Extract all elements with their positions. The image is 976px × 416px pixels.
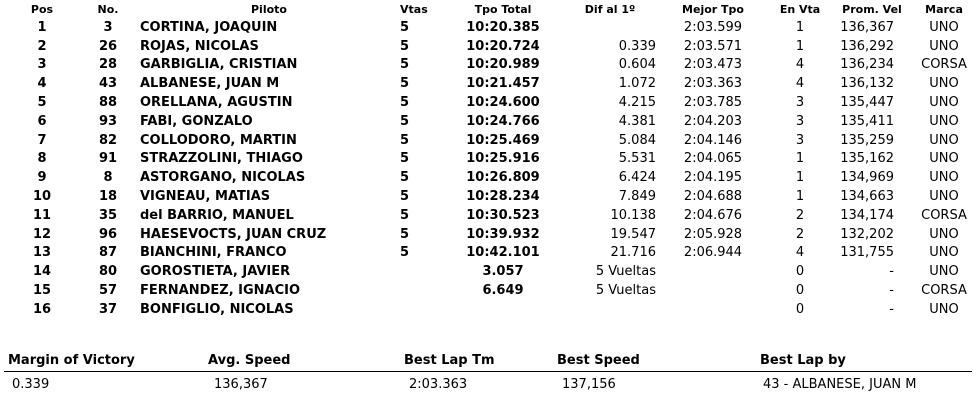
table-row: [0, 262, 976, 281]
cell-no: 82: [98, 132, 118, 148]
cell-tpo-total: 10:24.766: [466, 113, 540, 129]
cell-en-vta: 3: [795, 132, 805, 148]
cell-dif: 4.215: [618, 95, 656, 111]
cell-prom-vel: 135,411: [840, 113, 894, 129]
table-row: [0, 187, 976, 206]
table-row: [0, 225, 976, 244]
cell-tpo-total: [444, 300, 562, 319]
cell-marca: UNO: [929, 76, 959, 92]
cell-vtas: 5: [400, 76, 410, 92]
cell-prom-vel: -: [889, 301, 894, 317]
cell-marca: CORSA: [921, 283, 967, 299]
cell-vtas: 5: [400, 95, 410, 111]
cell-pos: 3: [37, 57, 47, 73]
cell-no: 96: [98, 226, 118, 242]
cell-tpo-total: 10:21.457: [466, 76, 540, 92]
cell-mejor-tpo: 2:04.065: [683, 151, 743, 167]
cell-mejor-tpo: 2:03.571: [683, 38, 743, 54]
cell-pos: 10: [32, 189, 52, 205]
cell-mejor-tpo: 2:04.195: [683, 170, 743, 186]
cell-en-vta: 1: [795, 38, 805, 54]
cell-pos: 6: [37, 113, 47, 129]
cell-pos: 14: [32, 264, 52, 280]
cell-mejor-tpo: 2:05.928: [683, 226, 743, 242]
table-row: [0, 93, 976, 112]
cell-en-vta: 1: [795, 151, 805, 167]
cell-vtas: 5: [400, 38, 410, 54]
table-row: [0, 150, 976, 169]
cell-vtas: 5: [400, 19, 410, 35]
cell-en-vta: 0: [795, 264, 805, 280]
cell-piloto: CORTINA, JOAQUIN: [140, 19, 278, 35]
cell-mejor-tpo: 2:03.785: [683, 95, 743, 111]
summary-section: [0, 351, 976, 395]
cell-vtas: 5: [400, 245, 410, 261]
cell-en-vta: 4: [795, 245, 805, 261]
cell-marca: UNO: [929, 245, 959, 261]
cell-marca: UNO: [929, 301, 959, 317]
table-row: [0, 74, 976, 93]
cell-mejor-tpo: 2:06.944: [683, 245, 743, 261]
cell-en-vta: 1: [795, 19, 805, 35]
col-pos: Pos: [30, 2, 54, 16]
cell-dif: 4.381: [618, 113, 656, 129]
cell-tpo-total: 10:26.809: [466, 170, 540, 186]
cell-mejor-tpo: 2:03.473: [683, 57, 743, 73]
cell-dif: 0.339: [618, 38, 656, 54]
cell-no: 43: [98, 76, 118, 92]
cell-dif: 1.072: [618, 76, 656, 92]
cell-prom-vel: 134,663: [840, 189, 894, 205]
cell-marca: CORSA: [921, 57, 967, 73]
table-row: [0, 206, 976, 225]
cell-dif: 19.547: [610, 226, 656, 242]
table-row: [0, 131, 976, 150]
col-marca: Marca: [925, 2, 963, 16]
cell-dif: 10.138: [610, 207, 656, 223]
cell-piloto: ORELLANA, AGUSTIN: [140, 95, 293, 111]
best-lap-by-label: Best Lap by: [760, 353, 846, 368]
best-lap-by-value: 43 - ALBANESE, JUAN M: [763, 377, 917, 392]
cell-piloto: ROJAS, NICOLAS: [140, 38, 259, 54]
cell-marca: UNO: [929, 38, 959, 54]
cell-prom-vel: 136,292: [840, 38, 894, 54]
cell-en-vta: 4: [795, 76, 805, 92]
cell-marca: UNO: [929, 151, 959, 167]
col-dif: Dif al 1º: [584, 2, 636, 16]
cell-dif: [562, 300, 658, 319]
cell-pos: 2: [37, 38, 47, 54]
cell-piloto: GOROSTIETA, JAVIER: [140, 264, 291, 280]
cell-no: 3: [103, 19, 113, 35]
cell-prom-vel: 134,174: [840, 207, 894, 223]
cell-pos: 4: [37, 76, 47, 92]
cell-en-vta: 3: [795, 95, 805, 111]
cell-piloto: BONFIGLIO, NICOLAS: [140, 301, 294, 317]
cell-marca: UNO: [929, 132, 959, 148]
cell-mejor-tpo: 2:03.599: [683, 19, 743, 35]
cell-vtas: 5: [400, 226, 410, 242]
cell-prom-vel: 131,755: [840, 245, 894, 261]
cell-tpo-total: 10:20.385: [466, 19, 540, 35]
cell-mejor-tpo: 2:04.146: [683, 132, 743, 148]
cell-en-vta: 4: [795, 57, 805, 73]
cell-dif: 5.084: [618, 132, 656, 148]
cell-vtas: 5: [400, 170, 410, 186]
cell-no: 87: [98, 245, 118, 261]
cell-prom-vel: 136,234: [840, 57, 894, 73]
cell-piloto: GARBIGLIA, CRISTIAN: [140, 57, 298, 73]
summary-labels: [0, 351, 976, 371]
best-speed-label: Best Speed: [557, 353, 640, 368]
cell-en-vta: 3: [795, 113, 805, 129]
cell-piloto: FERNANDEZ, IGNACIO: [140, 283, 301, 299]
cell-mejor-tpo: 2:04.676: [683, 207, 743, 223]
cell-pos: 13: [32, 245, 52, 261]
avg-speed-label: Avg. Speed: [208, 353, 291, 368]
cell-dif: 21.716: [610, 245, 656, 261]
cell-en-vta: 0: [795, 283, 805, 299]
cell-piloto: COLLODORO, MARTIN: [140, 132, 297, 148]
table-row: [0, 281, 976, 300]
cell-mejor-tpo: [658, 262, 768, 281]
cell-prom-vel: 135,162: [840, 151, 894, 167]
cell-pos: 16: [32, 301, 52, 317]
col-mejor-tpo: Mejor Tpo: [682, 2, 744, 16]
cell-dif: [562, 18, 658, 37]
cell-prom-vel: 135,447: [840, 95, 894, 111]
cell-no: 26: [98, 38, 118, 54]
cell-prom-vel: 136,367: [840, 19, 894, 35]
cell-tpo-total: 3.057: [482, 264, 524, 280]
cell-vtas: 5: [400, 207, 410, 223]
col-piloto: Piloto: [251, 2, 287, 16]
cell-mejor-tpo: [658, 300, 768, 319]
best-lap-tm-label: Best Lap Tm: [404, 353, 495, 368]
cell-marca: UNO: [929, 264, 959, 280]
cell-tpo-total: 10:24.600: [466, 95, 540, 111]
col-tpo-total: Tpo Total: [474, 2, 532, 16]
table-row: [0, 244, 976, 263]
table-row: [0, 168, 976, 187]
margin-label: Margin of Victory: [8, 353, 135, 368]
cell-prom-vel: 136,132: [840, 76, 894, 92]
cell-marca: UNO: [929, 113, 959, 129]
col-no: No.: [97, 2, 119, 16]
cell-vtas: 5: [400, 113, 410, 129]
cell-prom-vel: -: [889, 264, 894, 280]
cell-mejor-tpo: 2:04.203: [683, 113, 743, 129]
cell-piloto: FABI, GONZALO: [140, 113, 253, 129]
cell-no: 80: [98, 264, 118, 280]
cell-vtas: 5: [400, 151, 410, 167]
cell-no: 88: [98, 95, 118, 111]
cell-vtas: 5: [400, 57, 410, 73]
cell-piloto: ASTORGANO, NICOLAS: [140, 170, 306, 186]
cell-prom-vel: 134,969: [840, 170, 894, 186]
results-body: [0, 18, 976, 319]
margin-value: 0.339: [12, 377, 50, 392]
cell-piloto: HAESEVOCTS, JUAN CRUZ: [140, 226, 327, 242]
cell-piloto: BIANCHINI, FRANCO: [140, 245, 287, 261]
cell-tpo-total: 10:20.989: [466, 57, 540, 73]
cell-en-vta: 1: [795, 170, 805, 186]
col-prom-vel: Prom. Vel: [842, 2, 902, 16]
cell-en-vta: 2: [795, 207, 805, 223]
cell-piloto: ALBANESE, JUAN M: [140, 76, 280, 92]
cell-vtas: 5: [400, 132, 410, 148]
cell-vtas: [400, 262, 444, 281]
cell-marca: UNO: [929, 19, 959, 35]
col-en-vta: En Vta: [779, 2, 821, 16]
cell-piloto: VIGNEAU, MATIAS: [140, 189, 271, 205]
cell-tpo-total: 10:39.932: [466, 226, 540, 242]
cell-marca: UNO: [929, 95, 959, 111]
cell-no: 18: [98, 189, 118, 205]
avg-speed-value: 136,367: [214, 377, 268, 392]
cell-dif: 7.849: [618, 189, 656, 205]
cell-dif: 0.604: [618, 57, 656, 73]
best-lap-tm-value: 2:03.363: [409, 377, 468, 392]
cell-no: 8: [103, 170, 113, 186]
cell-piloto: del BARRIO, MANUEL: [140, 207, 294, 223]
cell-tpo-total: 10:30.523: [466, 207, 540, 223]
cell-no: 93: [98, 113, 118, 129]
cell-no: 28: [98, 57, 118, 73]
cell-dif: 5.531: [618, 151, 656, 167]
cell-prom-vel: -: [889, 283, 894, 299]
cell-prom-vel: 135,259: [840, 132, 894, 148]
cell-vtas: [400, 300, 444, 319]
cell-en-vta: 0: [795, 301, 805, 317]
cell-marca: CORSA: [921, 207, 967, 223]
cell-mejor-tpo: 2:03.363: [683, 76, 743, 92]
cell-tpo-total: 6.649: [482, 283, 524, 299]
cell-pos: 1: [37, 19, 47, 35]
cell-tpo-total: 10:28.234: [466, 189, 540, 205]
cell-no: 57: [98, 283, 118, 299]
cell-tpo-total: 10:25.916: [466, 151, 540, 167]
cell-pos: 5: [37, 95, 47, 111]
best-speed-value: 137,156: [562, 377, 616, 392]
cell-en-vta: 2: [795, 226, 805, 242]
table-row: [0, 300, 976, 319]
cell-dif: 6.424: [618, 170, 656, 186]
cell-pos: 12: [32, 226, 52, 242]
cell-tpo-total: 10:42.101: [466, 245, 540, 261]
cell-dif: 5 Vueltas: [595, 283, 656, 299]
table-row: [0, 56, 976, 75]
cell-dif: 5 Vueltas: [595, 264, 656, 280]
cell-no: 35: [98, 207, 118, 223]
cell-piloto: STRAZZOLINI, THIAGO: [140, 151, 303, 167]
cell-mejor-tpo: 2:04.688: [683, 189, 743, 205]
cell-vtas: 5: [400, 189, 410, 205]
cell-vtas: [400, 281, 444, 300]
cell-pos: 15: [32, 283, 52, 299]
cell-no: 91: [98, 151, 118, 167]
cell-pos: 11: [32, 207, 52, 223]
col-vtas: Vtas: [400, 2, 428, 16]
table-row: [0, 37, 976, 56]
cell-tpo-total: 10:25.469: [466, 132, 540, 148]
header-row: [0, 0, 976, 18]
cell-en-vta: 1: [795, 189, 805, 205]
cell-tpo-total: 10:20.724: [466, 38, 540, 54]
cell-no: 37: [98, 301, 118, 317]
cell-pos: 7: [37, 132, 47, 148]
cell-pos: 8: [37, 151, 47, 167]
table-row: [0, 112, 976, 131]
cell-mejor-tpo: [658, 281, 768, 300]
cell-marca: UNO: [929, 170, 959, 186]
cell-prom-vel: 132,202: [840, 226, 894, 242]
cell-marca: UNO: [929, 189, 959, 205]
cell-pos: 9: [37, 170, 47, 186]
table-row: [0, 18, 976, 37]
summary-values: [0, 375, 976, 395]
cell-marca: UNO: [929, 226, 959, 242]
